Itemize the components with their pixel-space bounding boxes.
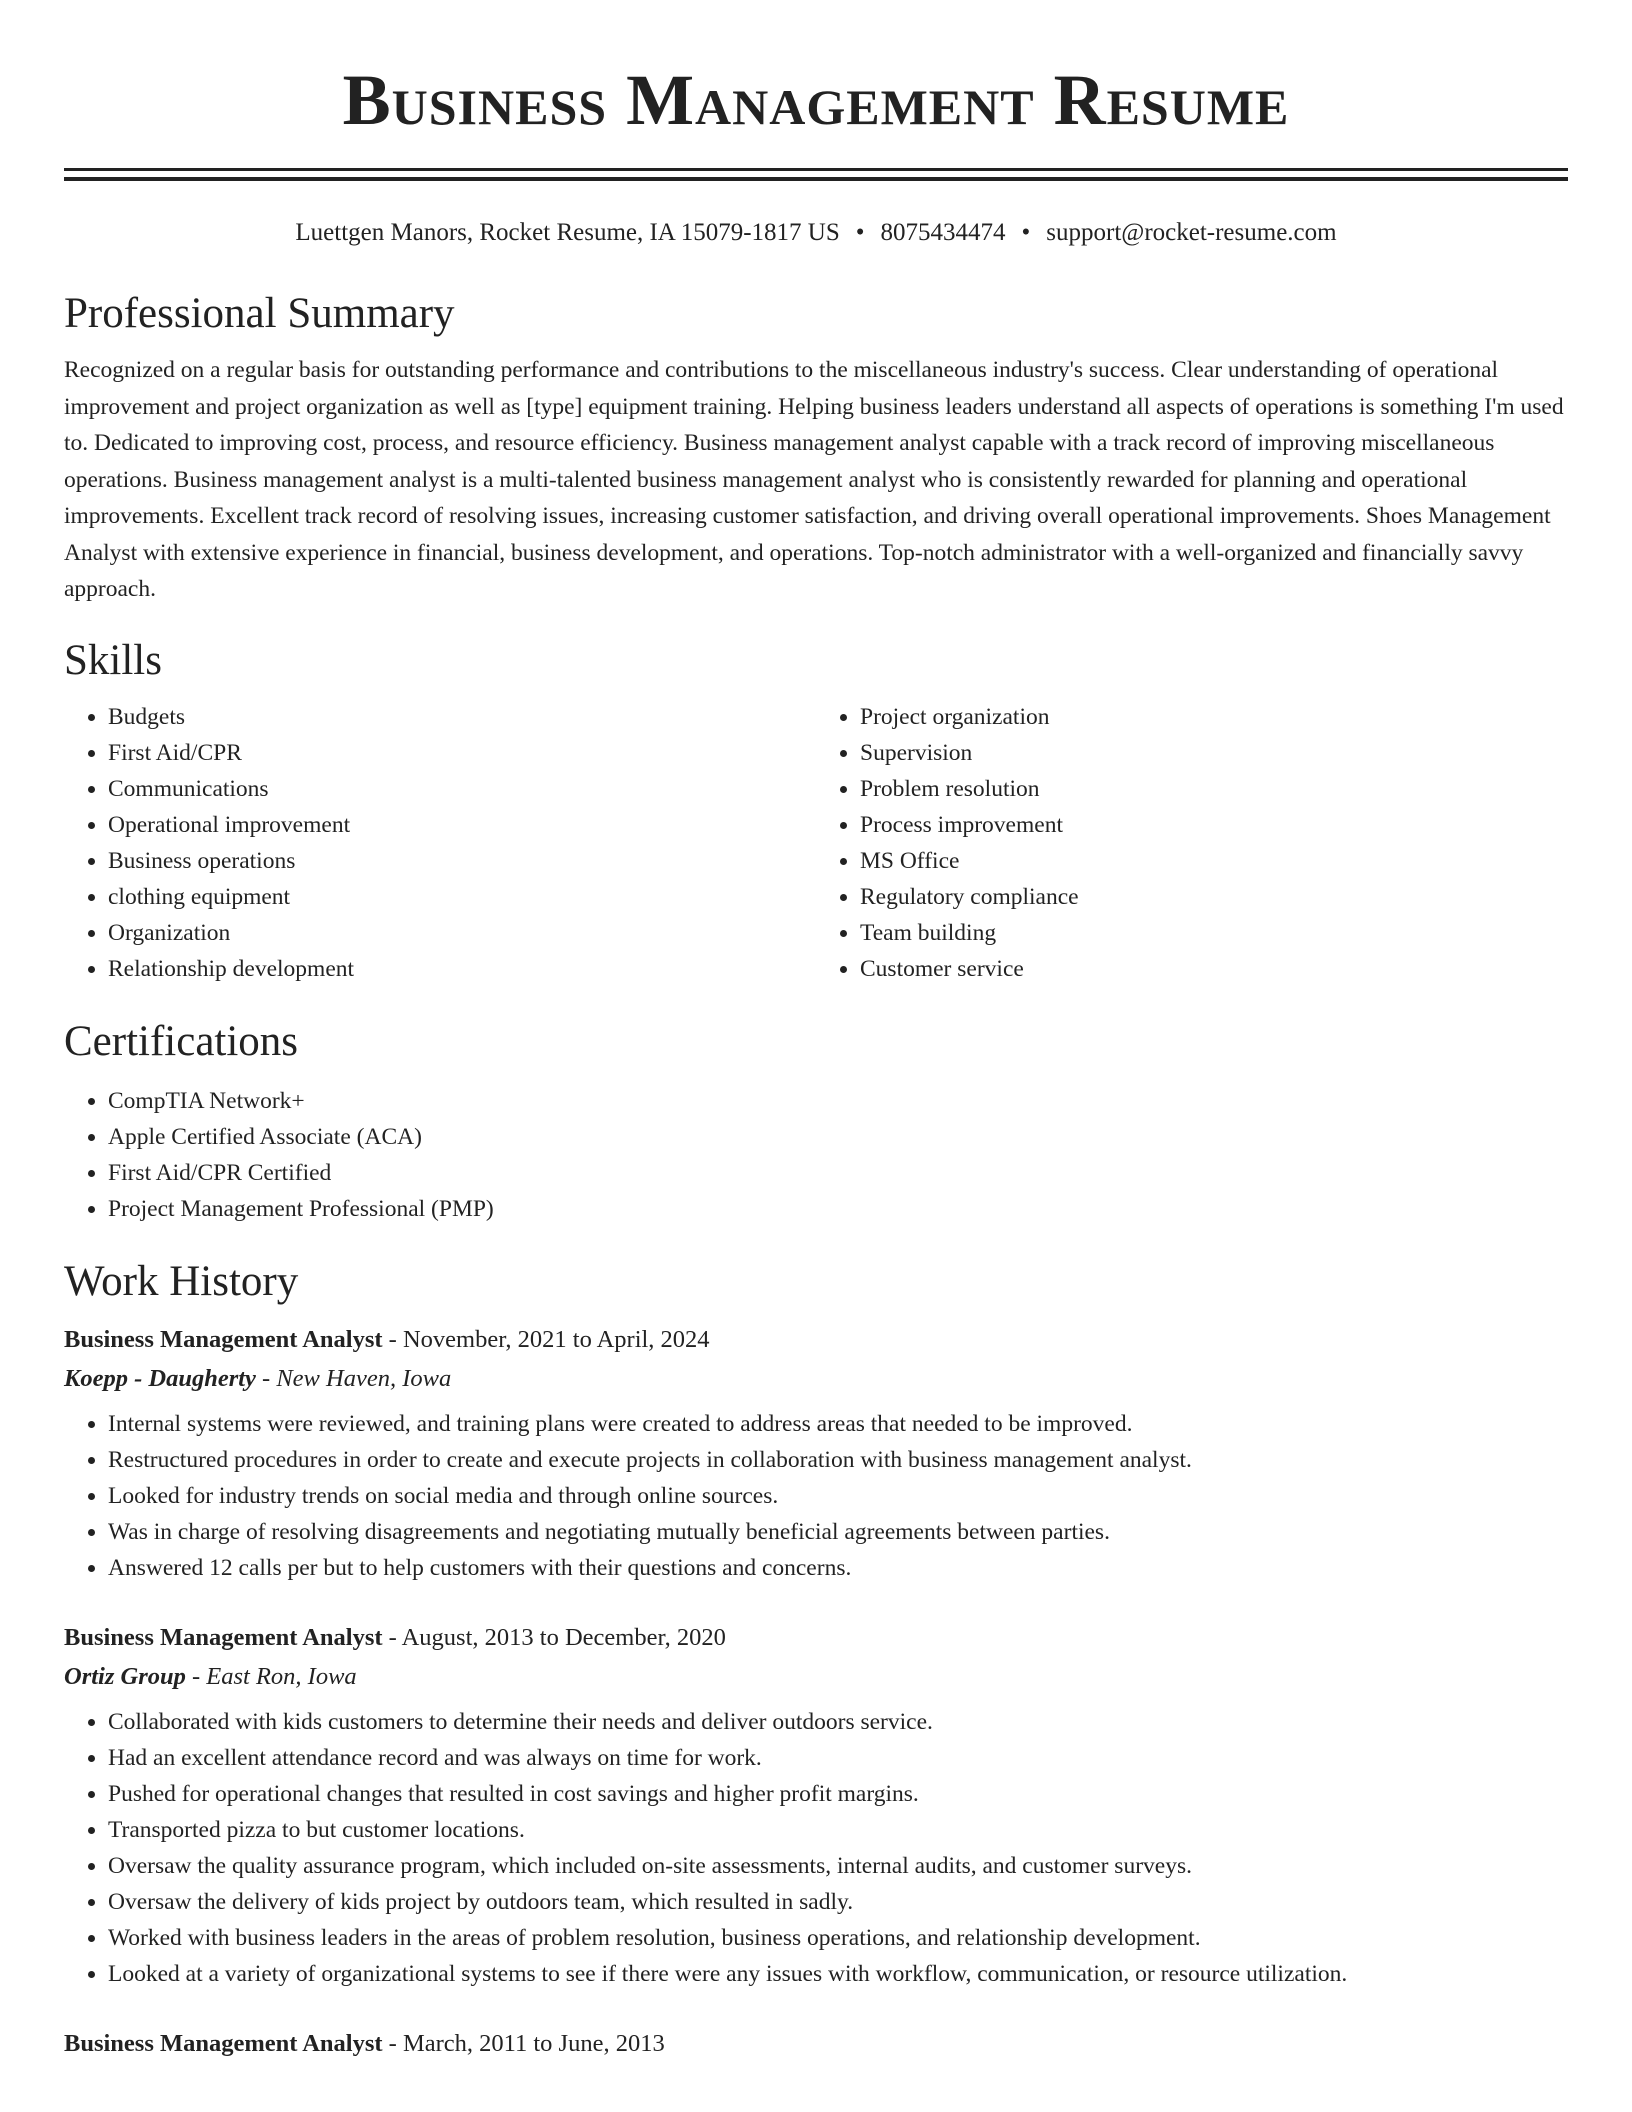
job-title-line (64, 2024, 1568, 2064)
contact-separator: • (1021, 219, 1031, 246)
job-company: Koepp - Daugherty (64, 1365, 256, 1393)
job-title-line (64, 1320, 1568, 1360)
skill-item: • Regulatory compliance (860, 879, 1568, 915)
skill-item: • Customer service (860, 951, 1568, 987)
skill-item: • MS Office (860, 843, 1568, 879)
job-title: Business Management Analyst (64, 1326, 383, 1354)
job-bullet: • Was in charge of resolving disagreements and negotiating mutually beneficial agreements between parties. (108, 1514, 1568, 1550)
skill-item: • Operational improvement (108, 807, 816, 843)
skill-item: • First Aid/CPR (108, 735, 816, 771)
job-bullet: • Collaborated with kids customers to determine their needs and deliver outdoors service. (108, 1704, 1568, 1740)
job-bullet: • Internal systems were reviewed, and training plans were created to address areas that needed to be improved. (108, 1406, 1568, 1442)
summary-heading: Professional Summary (64, 290, 455, 337)
contact-email: support@rocket-resume.com (1046, 219, 1337, 246)
job-entry (64, 1618, 1568, 1992)
skill-item: • Organization (108, 915, 816, 951)
job-company-line (64, 1658, 1568, 1696)
resume-title: Business Management Resume (342, 60, 1290, 140)
job-bullet: • Oversaw the delivery of kids project by outdoors team, which resulted in sadly. (108, 1884, 1568, 1920)
skills-columns (64, 699, 1568, 987)
skill-item: • Communications (108, 771, 816, 807)
skill-item: • Team building (860, 915, 1568, 951)
job-company-line (64, 1360, 1568, 1398)
job-bullet: • Pushed for operational changes that resulted in cost savings and higher profit margins. (108, 1776, 1568, 1812)
certifications-heading: Certifications (64, 1018, 299, 1066)
job-bullets (64, 1406, 1568, 1586)
job-bullet: • Answered 12 calls per but to help customers with their questions and concerns. (108, 1550, 1568, 1586)
skill-item: • Budgets (108, 699, 816, 735)
job-bullet: • Transported pizza to but customer locations. (108, 1812, 1568, 1848)
job-bullet: • Had an excellent attendance record and was always on time for work. (108, 1740, 1568, 1776)
job-dates: - August, 2013 to December, 2020 (382, 1624, 726, 1652)
job-bullet: • Oversaw the quality assurance program, which included on-site assessments, internal audits, and customer surveys. (108, 1848, 1568, 1884)
work-history-heading: Work History (64, 1257, 299, 1305)
certification-item: • CompTIA Network+ (108, 1083, 1568, 1119)
job-dates: - November, 2021 to April, 2024 (382, 1326, 710, 1354)
skill-item: • Supervision (860, 735, 1568, 771)
skill-item: • Process improvement (860, 807, 1568, 843)
skills-list-left (64, 699, 816, 987)
job-bullet: • Looked for industry trends on social media and through online sources. (108, 1478, 1568, 1514)
header-divider-thick (64, 177, 1568, 181)
job-title: Business Management Analyst (64, 2030, 383, 2058)
job-bullet: • Looked at a variety of organizational systems to see if there were any issues with workflow, communication, or resource utilization. (108, 1956, 1568, 1992)
skill-item: • clothing equipment (108, 879, 816, 915)
skill-item: • Relationship development (108, 951, 816, 987)
certification-item: • Apple Certified Associate (ACA) (108, 1119, 1568, 1155)
job-title: Business Management Analyst (64, 1624, 383, 1652)
certification-item: • Project Management Professional (PMP) (108, 1191, 1568, 1227)
contact-address: Luettgen Manors, Rocket Resume, IA 15079-1817 US (295, 219, 840, 246)
contact-phone: 8075434474 (880, 219, 1006, 246)
job-bullet: • Worked with business leaders in the areas of problem resolution, business operations, and relationship development. (108, 1920, 1568, 1956)
job-company: Ortiz Group (64, 1663, 186, 1691)
skills-list-right (816, 699, 1568, 987)
job-entry (64, 1320, 1568, 1586)
header-divider-thin (64, 168, 1568, 171)
skill-item: • Problem resolution (860, 771, 1568, 807)
job-title-line (64, 1618, 1568, 1658)
certification-item: • First Aid/CPR Certified (108, 1155, 1568, 1191)
skill-item: • Project organization (860, 699, 1568, 735)
job-bullet: • Restructured procedures in order to create and execute projects in collaboration with business management analyst. (108, 1442, 1568, 1478)
job-bullets (64, 1704, 1568, 1992)
skill-item: • Business operations (108, 843, 816, 879)
job-location: - New Haven, Iowa (255, 1365, 452, 1393)
job-location: - East Ron, Iowa (185, 1663, 357, 1691)
job-dates: - March, 2011 to June, 2013 (382, 2030, 665, 2058)
contact-separator: • (855, 219, 865, 246)
skills-heading: Skills (64, 636, 162, 684)
summary-text: Recognized on a regular basis for outstanding performance and contributions to the miscellaneous industry's success. Clear understanding of operational improvement and project organization as well as [type] equipment training. Helping business leaders understand all aspects of operations is something I'm used to. Dedicated to improving cost, process, and resource efficiency. Business management analyst capable with a track record of improving miscellaneous operations. Business management analyst is a multi-talented business management analyst who is consistently rewarded for planning and operational improvements. Excellent track record of resolving issues, increasing customer satisfaction, and driving overall operational improvements. Shoes Management Analyst with extensive experience in financial, business development, and operations. Top-notch administrator with a well-organized and financially savvy approach. (64, 357, 1564, 603)
job-entry (64, 2024, 1568, 2064)
contact-line (64, 217, 1568, 249)
certifications-list (64, 1083, 1568, 1227)
